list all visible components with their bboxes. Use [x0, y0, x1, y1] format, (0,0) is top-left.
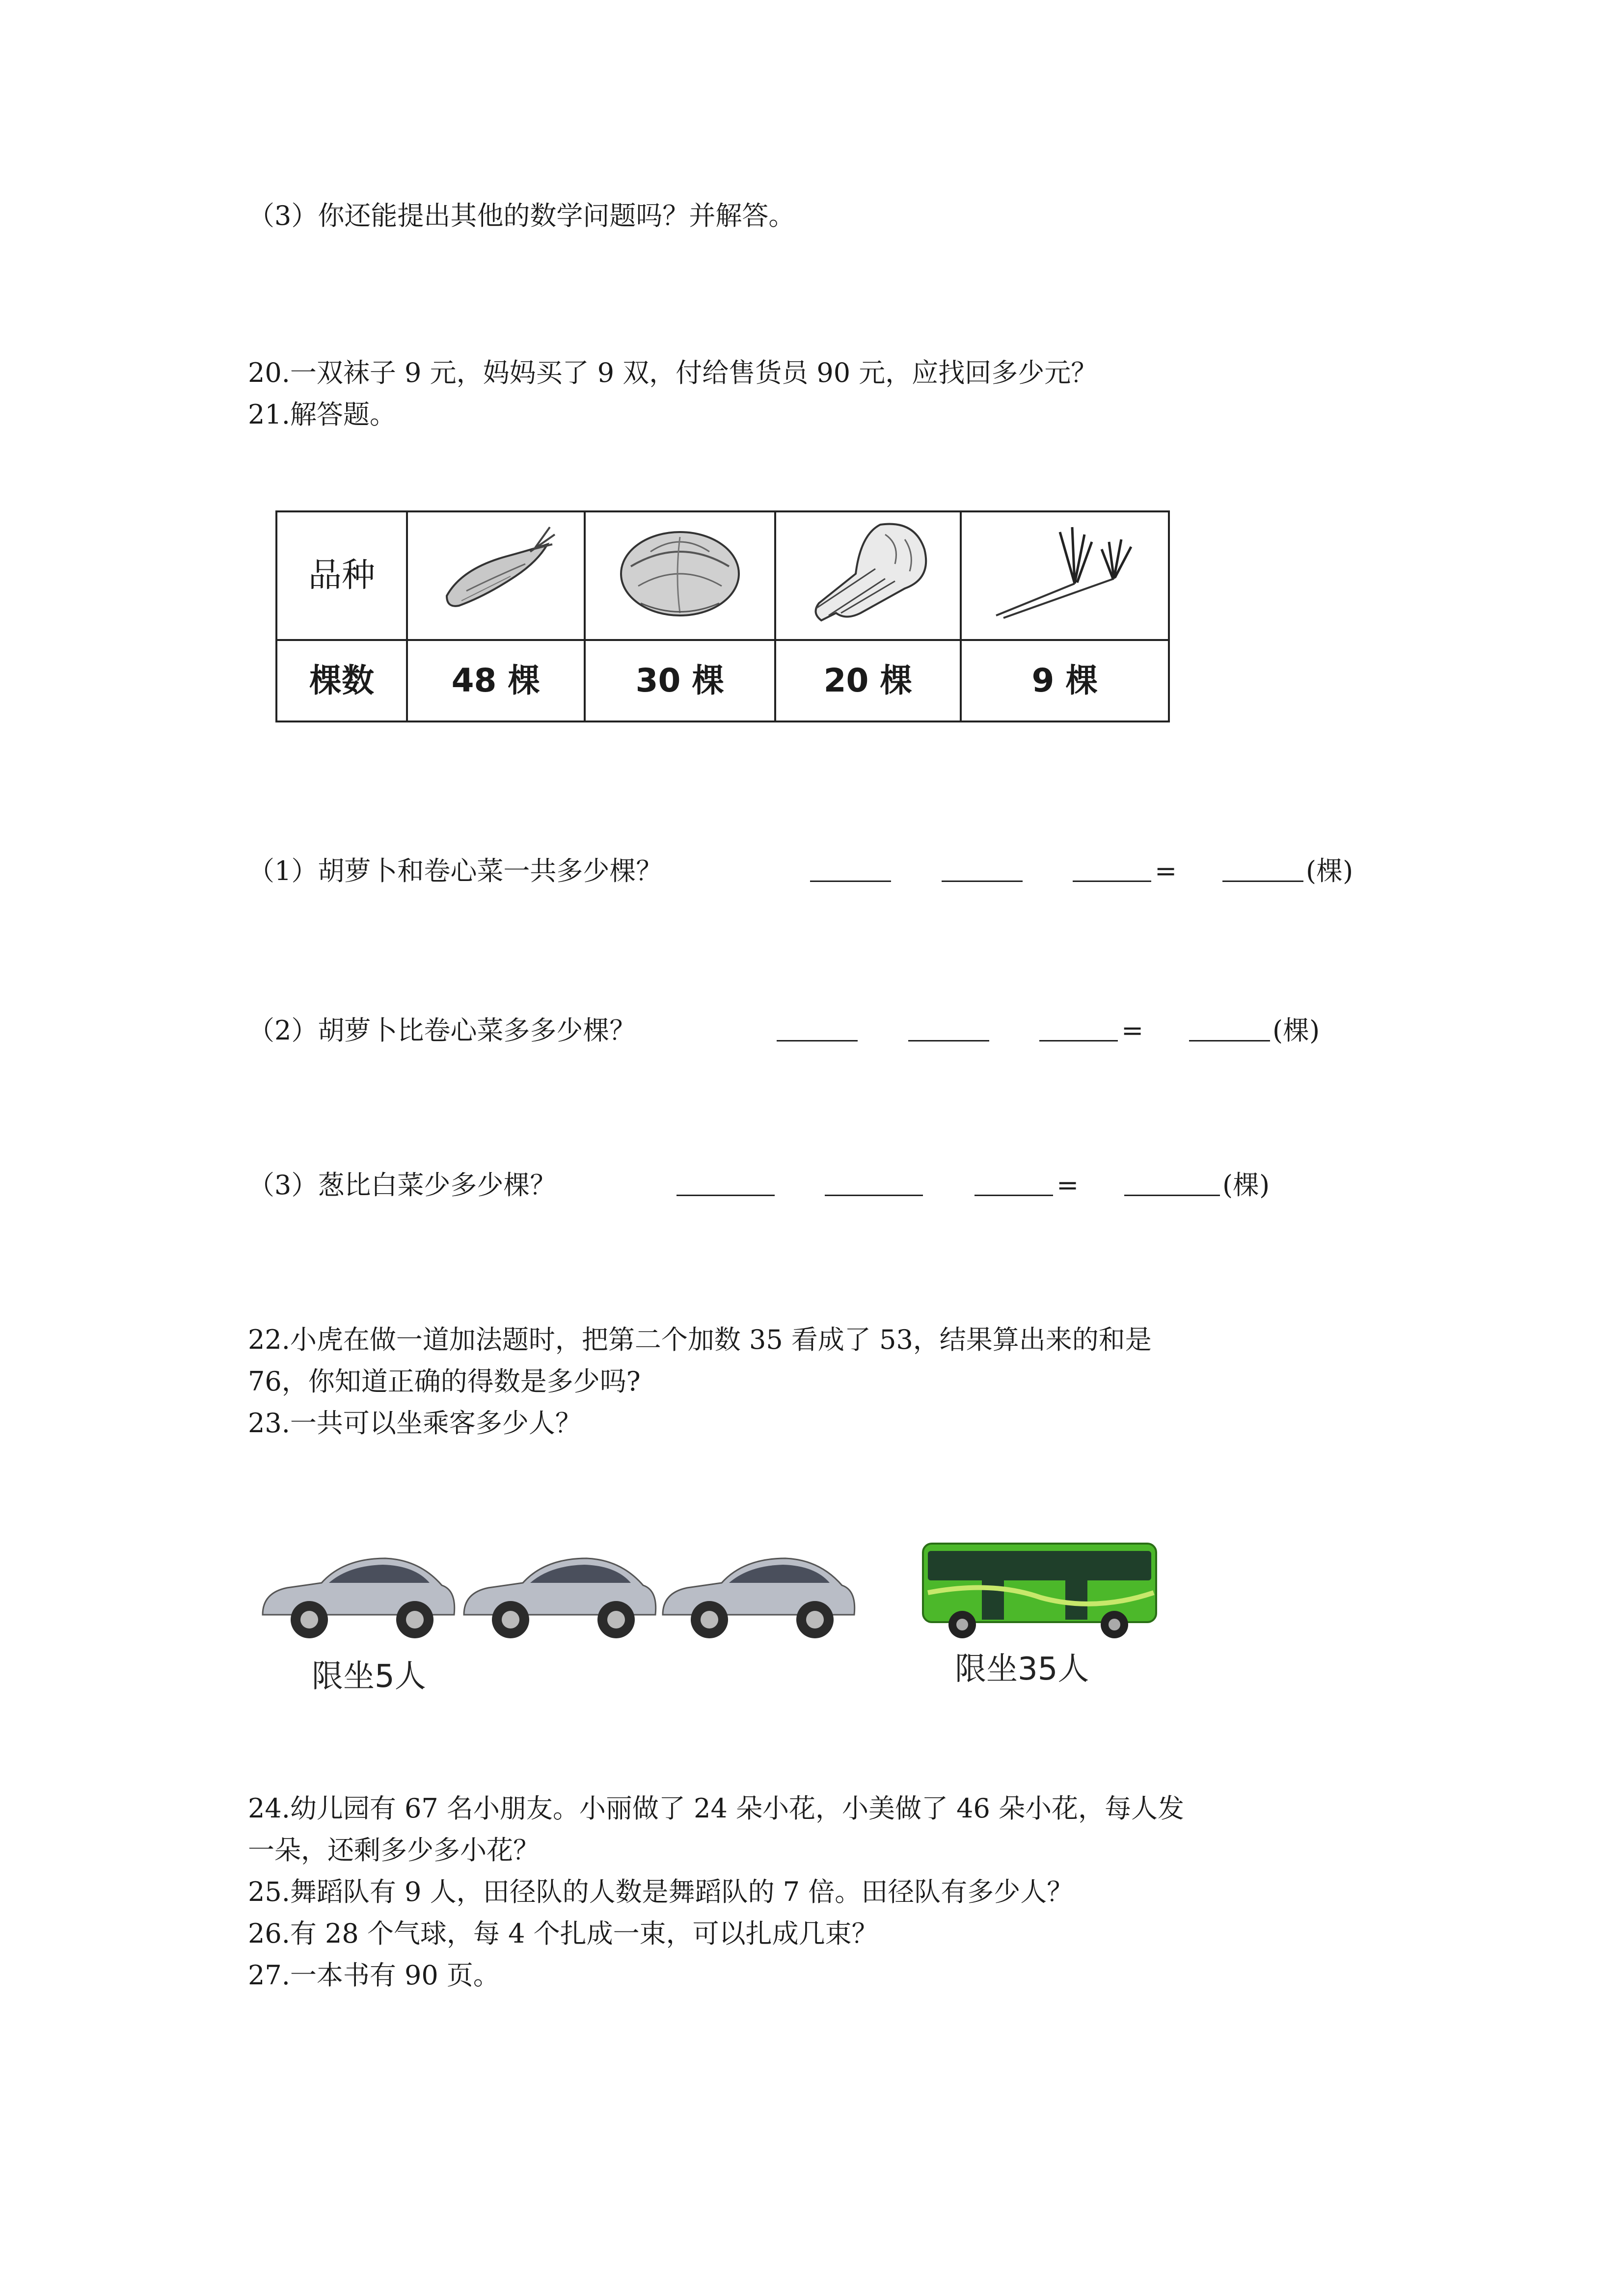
bus-capacity-label: 限坐35人: [955, 1651, 1089, 1687]
answer-blank[interactable]: [1073, 858, 1151, 882]
subquestion-3-prompt: （3）葱比白菜少多少棵？: [248, 1170, 557, 1201]
subquestion-1-prompt: （1）胡萝卜和卷心菜一共多少棵？: [248, 855, 663, 886]
question-26: 26.有 28 个气球，每 4 个扎成一束，可以扎成几束？: [248, 1918, 878, 1949]
question-21: 21.解答题。: [248, 399, 396, 430]
variety-label: 品种: [276, 511, 407, 640]
cars-illustration: [258, 1541, 862, 1649]
question-22-line-2: 76，你知道正确的得数是多少吗?: [248, 1366, 641, 1397]
carrot-icon: [432, 522, 560, 620]
unit-label: (棵): [1306, 855, 1353, 886]
car-icon: [663, 1558, 855, 1638]
answer-blank[interactable]: [677, 1172, 775, 1196]
question-20: 20.一双袜子 9 元，妈妈买了 9 双，付给售货员 90 元，应找回多少元？: [248, 357, 1098, 388]
carrot-cell: [407, 511, 585, 640]
unit-label: (棵): [1272, 1015, 1320, 1046]
equals-sign: =: [1056, 1170, 1079, 1201]
scallion-icon: [986, 520, 1143, 623]
answer-blank[interactable]: [1222, 858, 1303, 882]
answer-blank[interactable]: [810, 858, 891, 882]
scallion-cell: [961, 511, 1169, 640]
answer-blank[interactable]: [825, 1172, 923, 1196]
question-19-part-3: （3）你还能提出其他的数学问题吗？并解答。: [248, 200, 795, 231]
equals-sign: =: [1155, 855, 1177, 886]
cabbage-icon: [611, 517, 749, 625]
question-25: 25.舞蹈队有 9 人，田径队的人数是舞蹈队的 7 倍。田径队有多少人？: [248, 1876, 1074, 1907]
scallion-count: 9 棵: [961, 640, 1169, 721]
answer-blank[interactable]: [1189, 1017, 1270, 1041]
cabbage-count: 30 棵: [585, 640, 775, 721]
question-27: 27.一本书有 90 页。: [248, 1960, 500, 1991]
answer-blank[interactable]: [908, 1017, 989, 1041]
bus-icon: [918, 1534, 1164, 1642]
count-label: 棵数: [276, 640, 407, 721]
chinese-cabbage-icon: [802, 515, 934, 628]
question-23: 23.一共可以坐乘客多少人？: [248, 1408, 582, 1439]
question-24-line-2: 一朵，还剩多少多小花？: [248, 1835, 540, 1866]
answer-blank[interactable]: [974, 1172, 1053, 1196]
answer-blank[interactable]: [777, 1017, 858, 1041]
equals-sign: =: [1121, 1015, 1144, 1046]
car-icon: [464, 1558, 656, 1638]
chinese-cabbage-cell: [775, 511, 961, 640]
answer-blank[interactable]: [1039, 1017, 1118, 1041]
carrot-count: 48 棵: [407, 640, 585, 721]
question-24-line-1: 24.幼儿园有 67 名小朋友。小丽做了 24 朵小花，小美做了 46 朵小花，每人发: [248, 1793, 1185, 1824]
cabbage-cell: [585, 511, 775, 640]
vegetable-table: [275, 510, 1170, 722]
car-icon: [263, 1558, 455, 1638]
answer-blank[interactable]: [942, 858, 1023, 882]
car-capacity-label: 限坐5人: [312, 1658, 426, 1695]
chinese-cabbage-count: 20 棵: [775, 640, 961, 721]
unit-label: (棵): [1222, 1170, 1270, 1201]
question-22-line-1: 22.小虎在做一道加法题时，把第二个加数 35 看成了 53，结果算出来的和是: [248, 1324, 1152, 1355]
subquestion-2-prompt: （2）胡萝卜比卷心菜多多少棵？: [248, 1015, 636, 1046]
answer-blank[interactable]: [1124, 1172, 1220, 1196]
